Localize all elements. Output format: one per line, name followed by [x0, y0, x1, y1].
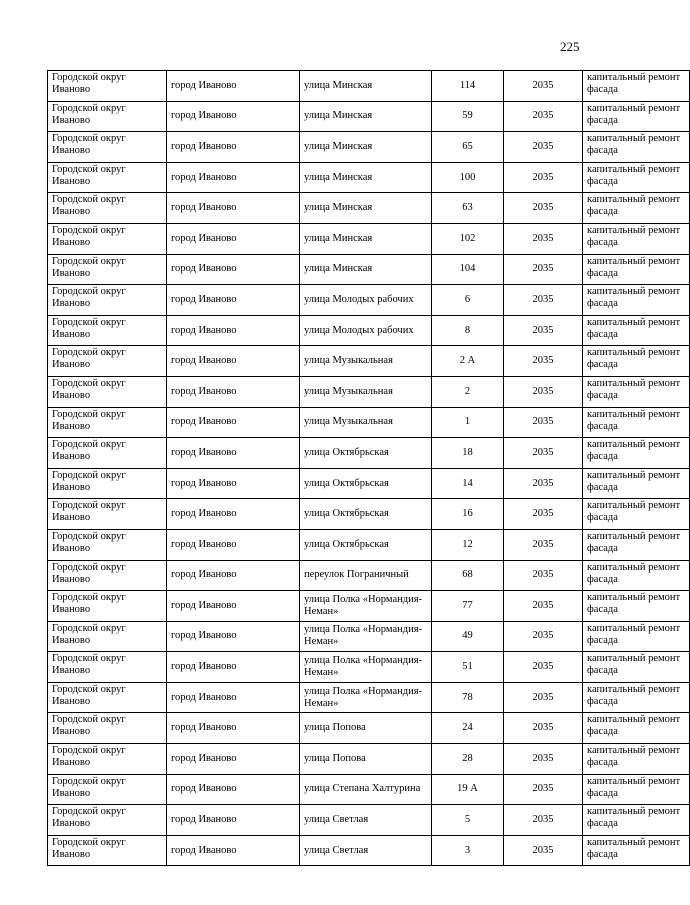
cell-house-number: 14: [432, 468, 504, 499]
cell-district: Городской округ Иваново: [48, 346, 167, 377]
table-row: [48, 162, 690, 193]
cell-district: Городской округ Иваново: [48, 560, 167, 591]
cell-city: город Иваново: [167, 162, 300, 193]
table-row: [48, 835, 690, 866]
cell-house-number: 77: [432, 591, 504, 622]
cell-work-type: капитальный ремонт фасада: [583, 499, 690, 530]
cell-city: город Иваново: [167, 835, 300, 866]
table-row: [48, 132, 690, 163]
table-row: [48, 682, 690, 713]
cell-house-number: 8: [432, 315, 504, 346]
cell-street: улица Октябрьская: [300, 468, 432, 499]
cell-district: Городской округ Иваново: [48, 162, 167, 193]
cell-street: улица Полка «Нормандия-Неман»: [300, 621, 432, 652]
cell-street: улица Полка «Нормандия-Неман»: [300, 652, 432, 683]
cell-year: 2035: [504, 560, 583, 591]
cell-city: город Иваново: [167, 805, 300, 836]
cell-district: Городской округ Иваново: [48, 774, 167, 805]
cell-year: 2035: [504, 591, 583, 622]
cell-street: улица Минская: [300, 162, 432, 193]
cell-year: 2035: [504, 193, 583, 224]
table-row: [48, 774, 690, 805]
cell-year: 2035: [504, 285, 583, 316]
cell-city: город Иваново: [167, 254, 300, 285]
cell-district: Городской округ Иваново: [48, 285, 167, 316]
cell-house-number: 2: [432, 376, 504, 407]
cell-year: 2035: [504, 254, 583, 285]
cell-street: улица Музыкальная: [300, 407, 432, 438]
cell-work-type: капитальный ремонт фасада: [583, 805, 690, 836]
cell-city: город Иваново: [167, 438, 300, 469]
table-row: [48, 744, 690, 775]
cell-work-type: капитальный ремонт фасада: [583, 162, 690, 193]
cell-street: улица Октябрьская: [300, 499, 432, 530]
cell-house-number: 63: [432, 193, 504, 224]
cell-street: улица Музыкальная: [300, 376, 432, 407]
page-number: 225: [560, 39, 580, 54]
cell-year: 2035: [504, 71, 583, 102]
cell-street: улица Октябрьская: [300, 438, 432, 469]
cell-work-type: капитальный ремонт фасада: [583, 285, 690, 316]
cell-house-number: 16: [432, 499, 504, 530]
table-row: [48, 376, 690, 407]
cell-house-number: 1: [432, 407, 504, 438]
cell-house-number: 12: [432, 529, 504, 560]
cell-district: Городской округ Иваново: [48, 468, 167, 499]
cell-district: Городской округ Иваново: [48, 621, 167, 652]
cell-work-type: капитальный ремонт фасада: [583, 376, 690, 407]
cell-year: 2035: [504, 101, 583, 132]
table-row: [48, 560, 690, 591]
cell-house-number: 68: [432, 560, 504, 591]
table-row: [48, 713, 690, 744]
cell-district: Городской округ Иваново: [48, 438, 167, 469]
cell-year: 2035: [504, 774, 583, 805]
cell-work-type: капитальный ремонт фасада: [583, 132, 690, 163]
cell-year: 2035: [504, 621, 583, 652]
cell-city: город Иваново: [167, 560, 300, 591]
table-row: [48, 805, 690, 836]
cell-city: город Иваново: [167, 71, 300, 102]
cell-city: город Иваново: [167, 315, 300, 346]
cell-year: 2035: [504, 652, 583, 683]
cell-year: 2035: [504, 315, 583, 346]
table-row: [48, 468, 690, 499]
cell-year: 2035: [504, 346, 583, 377]
cell-work-type: капитальный ремонт фасада: [583, 346, 690, 377]
cell-house-number: 24: [432, 713, 504, 744]
cell-year: 2035: [504, 407, 583, 438]
cell-district: Городской округ Иваново: [48, 835, 167, 866]
table-row: [48, 591, 690, 622]
cell-district: Городской округ Иваново: [48, 132, 167, 163]
cell-year: 2035: [504, 835, 583, 866]
cell-work-type: капитальный ремонт фасада: [583, 682, 690, 713]
cell-work-type: капитальный ремонт фасада: [583, 438, 690, 469]
cell-district: Городской округ Иваново: [48, 315, 167, 346]
cell-city: город Иваново: [167, 132, 300, 163]
cell-street: улица Молодых рабочих: [300, 315, 432, 346]
cell-street: улица Минская: [300, 71, 432, 102]
cell-house-number: 104: [432, 254, 504, 285]
cell-street: улица Светлая: [300, 835, 432, 866]
cell-city: город Иваново: [167, 591, 300, 622]
cell-house-number: 49: [432, 621, 504, 652]
cell-work-type: капитальный ремонт фасада: [583, 71, 690, 102]
cell-street: улица Молодых рабочих: [300, 285, 432, 316]
cell-street: улица Степана Халтурина: [300, 774, 432, 805]
cell-year: 2035: [504, 223, 583, 254]
cell-district: Городской округ Иваново: [48, 744, 167, 775]
cell-district: Городской округ Иваново: [48, 805, 167, 836]
cell-district: Городской округ Иваново: [48, 529, 167, 560]
cell-city: город Иваново: [167, 223, 300, 254]
cell-work-type: капитальный ремонт фасада: [583, 223, 690, 254]
cell-house-number: 100: [432, 162, 504, 193]
cell-work-type: капитальный ремонт фасада: [583, 591, 690, 622]
cell-house-number: 78: [432, 682, 504, 713]
table-row: [48, 193, 690, 224]
cell-street: улица Октябрьская: [300, 529, 432, 560]
cell-city: город Иваново: [167, 682, 300, 713]
cell-street: улица Полка «Нормандия-Неман»: [300, 682, 432, 713]
cell-street: улица Музыкальная: [300, 346, 432, 377]
cell-street: улица Попова: [300, 744, 432, 775]
cell-street: улица Минская: [300, 132, 432, 163]
table-row: [48, 438, 690, 469]
cell-city: город Иваново: [167, 193, 300, 224]
cell-city: город Иваново: [167, 407, 300, 438]
cell-city: город Иваново: [167, 529, 300, 560]
cell-year: 2035: [504, 132, 583, 163]
cell-street: улица Минская: [300, 193, 432, 224]
cell-district: Городской округ Иваново: [48, 499, 167, 530]
table-row: [48, 223, 690, 254]
cell-house-number: 28: [432, 744, 504, 775]
cell-work-type: капитальный ремонт фасада: [583, 254, 690, 285]
cell-district: Городской округ Иваново: [48, 652, 167, 683]
table-row: [48, 315, 690, 346]
table-body: [48, 71, 690, 866]
cell-work-type: капитальный ремонт фасада: [583, 652, 690, 683]
cell-city: город Иваново: [167, 621, 300, 652]
cell-work-type: капитальный ремонт фасада: [583, 835, 690, 866]
cell-house-number: 19 А: [432, 774, 504, 805]
cell-year: 2035: [504, 162, 583, 193]
cell-house-number: 6: [432, 285, 504, 316]
cell-year: 2035: [504, 805, 583, 836]
cell-district: Городской округ Иваново: [48, 223, 167, 254]
cell-work-type: капитальный ремонт фасада: [583, 621, 690, 652]
table-row: [48, 529, 690, 560]
cell-work-type: капитальный ремонт фасада: [583, 101, 690, 132]
cell-house-number: 114: [432, 71, 504, 102]
cell-street: улица Светлая: [300, 805, 432, 836]
cell-district: Городской округ Иваново: [48, 193, 167, 224]
cell-district: Городской округ Иваново: [48, 254, 167, 285]
cell-year: 2035: [504, 682, 583, 713]
cell-city: город Иваново: [167, 744, 300, 775]
cell-city: город Иваново: [167, 376, 300, 407]
cell-city: город Иваново: [167, 468, 300, 499]
cell-work-type: капитальный ремонт фасада: [583, 744, 690, 775]
cell-district: Городской округ Иваново: [48, 407, 167, 438]
cell-street: улица Минская: [300, 101, 432, 132]
cell-street: улица Минская: [300, 254, 432, 285]
cell-year: 2035: [504, 713, 583, 744]
cell-city: город Иваново: [167, 499, 300, 530]
table-row: [48, 346, 690, 377]
cell-street: переулок Пограничный: [300, 560, 432, 591]
table-row: [48, 101, 690, 132]
cell-street: улица Полка «Нормандия-Неман»: [300, 591, 432, 622]
cell-house-number: 102: [432, 223, 504, 254]
table-row: [48, 407, 690, 438]
cell-house-number: 65: [432, 132, 504, 163]
cell-district: Городской округ Иваново: [48, 101, 167, 132]
cell-city: город Иваново: [167, 346, 300, 377]
cell-house-number: 5: [432, 805, 504, 836]
table-row: [48, 71, 690, 102]
cell-city: город Иваново: [167, 652, 300, 683]
cell-house-number: 18: [432, 438, 504, 469]
table-row: [48, 285, 690, 316]
cell-street: улица Попова: [300, 713, 432, 744]
cell-house-number: 2 А: [432, 346, 504, 377]
cell-work-type: капитальный ремонт фасада: [583, 560, 690, 591]
cell-city: город Иваново: [167, 774, 300, 805]
cell-year: 2035: [504, 744, 583, 775]
cell-year: 2035: [504, 529, 583, 560]
cell-city: город Иваново: [167, 713, 300, 744]
cell-district: Городской округ Иваново: [48, 682, 167, 713]
cell-work-type: капитальный ремонт фасада: [583, 193, 690, 224]
cell-house-number: 3: [432, 835, 504, 866]
repair-schedule-table: [47, 70, 690, 866]
cell-year: 2035: [504, 499, 583, 530]
cell-work-type: капитальный ремонт фасада: [583, 713, 690, 744]
cell-year: 2035: [504, 438, 583, 469]
cell-work-type: капитальный ремонт фасада: [583, 315, 690, 346]
cell-work-type: капитальный ремонт фасада: [583, 468, 690, 499]
cell-city: город Иваново: [167, 101, 300, 132]
cell-city: город Иваново: [167, 285, 300, 316]
cell-house-number: 51: [432, 652, 504, 683]
cell-district: Городской округ Иваново: [48, 591, 167, 622]
cell-street: улица Минская: [300, 223, 432, 254]
cell-work-type: капитальный ремонт фасада: [583, 774, 690, 805]
cell-work-type: капитальный ремонт фасада: [583, 407, 690, 438]
cell-district: Городской округ Иваново: [48, 376, 167, 407]
table-row: [48, 621, 690, 652]
table-row: [48, 254, 690, 285]
cell-house-number: 59: [432, 101, 504, 132]
cell-year: 2035: [504, 376, 583, 407]
table-row: [48, 652, 690, 683]
table-row: [48, 499, 690, 530]
cell-work-type: капитальный ремонт фасада: [583, 529, 690, 560]
cell-district: Городской округ Иваново: [48, 713, 167, 744]
cell-district: Городской округ Иваново: [48, 71, 167, 102]
cell-year: 2035: [504, 468, 583, 499]
